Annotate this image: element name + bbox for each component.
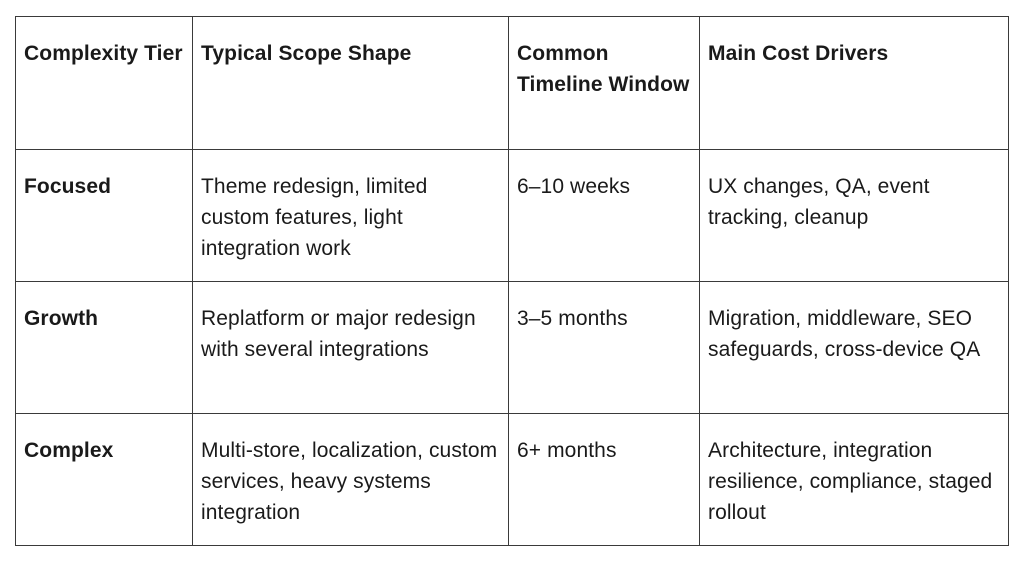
header-main-cost-drivers: Main Cost Drivers — [700, 17, 1009, 150]
cell-drivers: Migration, middleware, SEO safeguards, cross-device QA — [700, 282, 1009, 414]
complexity-tier-table — [15, 16, 1009, 546]
header-complexity-tier: Complexity Tier — [16, 17, 193, 150]
table-row-focused — [16, 150, 1009, 282]
cell-timeline: 6+ months — [509, 414, 700, 546]
header-common-timeline-window: Common Timeline Window — [509, 17, 700, 150]
cell-scope: Multi-store, localization, custom services, heavy systems integration — [193, 414, 509, 546]
cell-tier: Complex — [16, 414, 193, 546]
cell-scope: Theme redesign, limited custom features, light integration work — [193, 150, 509, 282]
cell-scope: Replatform or major redesign with several integrations — [193, 282, 509, 414]
table-row-growth — [16, 282, 1009, 414]
cell-drivers: Architecture, integration resilience, compliance, staged rollout — [700, 414, 1009, 546]
cell-timeline: 6–10 weeks — [509, 150, 700, 282]
cell-drivers: UX changes, QA, event tracking, cleanup — [700, 150, 1009, 282]
header-typical-scope-shape: Typical Scope Shape — [193, 17, 509, 150]
table-row-complex — [16, 414, 1009, 546]
cell-tier: Growth — [16, 282, 193, 414]
cell-tier: Focused — [16, 150, 193, 282]
table-header-row — [16, 17, 1009, 150]
cell-timeline: 3–5 months — [509, 282, 700, 414]
